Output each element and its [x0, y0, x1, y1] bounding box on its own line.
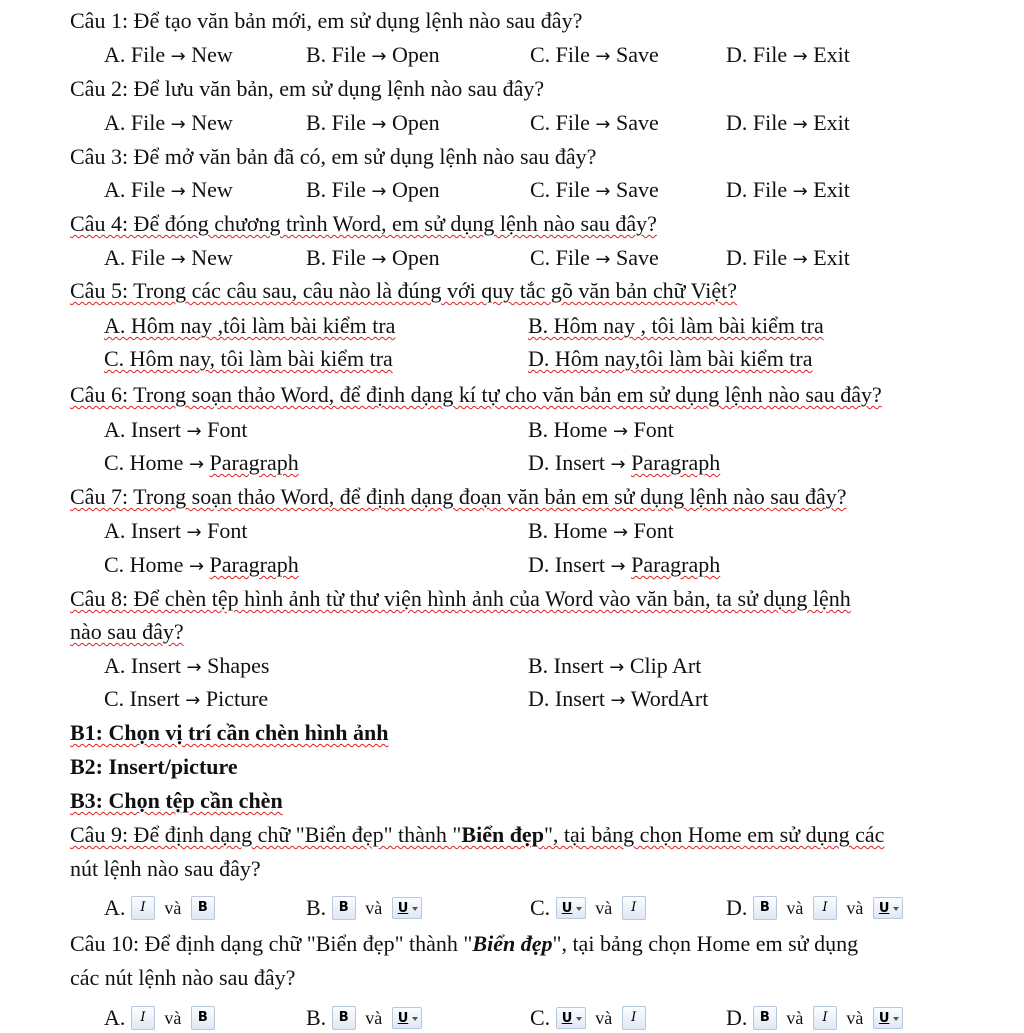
q5-option-b: B. Hôm nay , tôi làm bài kiểm tra: [528, 313, 824, 338]
q5-option-d: D. Hôm nay,tôi làm bài kiểm tra: [528, 346, 813, 371]
bold-button-icon: B: [191, 896, 215, 920]
q10-option-a: A. I và B: [104, 1003, 215, 1031]
q3-option-c: C. File → Save: [530, 177, 659, 202]
q1-option-d: D. File → Exit: [726, 42, 850, 67]
step-2: B2: Insert/picture: [70, 754, 238, 779]
bold-button-icon: B: [332, 1006, 356, 1030]
underline-button-icon: U: [873, 897, 903, 919]
q8-option-c: C. Insert → Picture: [104, 686, 269, 711]
bold-button-icon: B: [191, 1006, 215, 1030]
q5-option-c: C. Hôm nay, tôi làm bài kiểm tra: [104, 346, 393, 371]
italic-button-icon: I: [813, 1006, 837, 1030]
q7-option-b: B. Home → Font: [528, 518, 674, 543]
q6-option-b: B. Home → Font: [528, 417, 674, 442]
question-10-line-2: các nút lệnh nào sau đây?: [70, 965, 296, 990]
q6-option-a: A. Insert → Font: [104, 417, 248, 442]
italic-button-icon: I: [622, 896, 646, 920]
step-3: B3: Chọn tệp cần chèn: [70, 788, 283, 813]
question-4: Câu 4: Để đóng chương trình Word, em sử dụng lệnh nào sau đây?: [70, 211, 657, 236]
q10-option-b: B. B và U: [306, 1003, 422, 1031]
underline-button-icon: U: [392, 897, 422, 919]
q9-option-d: D. B và I và U: [726, 893, 903, 921]
q2-option-a: A. File → New: [104, 110, 233, 135]
q6-option-d: D. Insert → Paragraph: [528, 450, 721, 475]
q8-option-a: A. Insert → Shapes: [104, 653, 270, 678]
q4-option-a: A. File → New: [104, 245, 233, 270]
question-8-line-1: Câu 8: Để chèn tệp hình ảnh từ thư viện hình ảnh của Word vào văn bản, ta sử dụng lệnh: [70, 586, 851, 611]
step-1: B1: Chọn vị trí cần chèn hình ảnh: [70, 720, 389, 745]
q8-option-b: B. Insert → Clip Art: [528, 653, 702, 678]
q8-option-d: D. Insert → WordArt: [528, 686, 709, 711]
q2-option-b: B. File → Open: [306, 110, 440, 135]
q10-option-c: C. U và I: [530, 1003, 646, 1031]
q1-option-b: B. File → Open: [306, 42, 440, 67]
q3-option-d: D. File → Exit: [726, 177, 850, 202]
question-10-line-1: Câu 10: Để định dạng chữ "Biển đẹp" thành "Biển đẹp", tại bảng chọn Home em sử dụng: [70, 931, 859, 956]
q4-option-d: D. File → Exit: [726, 245, 850, 270]
q1-option-a: A. File → New: [104, 42, 233, 67]
underline-button-icon: U: [873, 1007, 903, 1029]
question-2: Câu 2: Để lưu văn bản, em sử dụng lệnh nào sau đây?: [70, 76, 545, 101]
q9-option-a: A. I và B: [104, 893, 215, 921]
underline-button-icon: U: [556, 897, 586, 919]
q4-option-b: B. File → Open: [306, 245, 440, 270]
q6-option-c: C. Home → Paragraph: [104, 450, 299, 475]
question-7: Câu 7: Trong soạn thảo Word, để định dạng đoạn văn bản em sử dụng lệnh nào sau đây?: [70, 484, 847, 509]
question-6: Câu 6: Trong soạn thảo Word, để định dạng kí tự cho văn bản em sử dụng lệnh nào sau đây?: [70, 382, 882, 407]
question-8-line-2: nào sau đây?: [70, 619, 184, 644]
q1-option-c: C. File → Save: [530, 42, 659, 67]
q5-option-a: A. Hôm nay ,tôi làm bài kiểm tra: [104, 313, 396, 338]
underline-button-icon: U: [556, 1007, 586, 1029]
italic-button-icon: I: [131, 1006, 155, 1030]
italic-button-icon: I: [131, 896, 155, 920]
q7-option-d: D. Insert → Paragraph: [528, 552, 721, 577]
question-9-line-1: Câu 9: Để định dạng chữ "Biển đẹp" thành "Biển đẹp", tại bảng chọn Home em sử dụng các: [70, 822, 885, 847]
bold-button-icon: B: [753, 1006, 777, 1030]
q10-option-d: D. B và I và U: [726, 1003, 903, 1031]
question-1: Câu 1: Để tạo văn bản mới, em sử dụng lệnh nào sau đây?: [70, 8, 583, 33]
q4-option-c: C. File → Save: [530, 245, 659, 270]
q9-option-c: C. U và I: [530, 893, 646, 921]
italic-button-icon: I: [813, 896, 837, 920]
italic-button-icon: I: [622, 1006, 646, 1030]
question-9-line-2: nút lệnh nào sau đây?: [70, 856, 261, 881]
question-3: Câu 3: Để mở văn bản đã có, em sử dụng lệnh nào sau đây?: [70, 144, 597, 169]
q7-option-a: A. Insert → Font: [104, 518, 248, 543]
q9-option-b: B. B và U: [306, 893, 422, 921]
bold-button-icon: B: [332, 896, 356, 920]
underline-button-icon: U: [392, 1007, 422, 1029]
bold-button-icon: B: [753, 896, 777, 920]
q2-option-d: D. File → Exit: [726, 110, 850, 135]
q3-option-b: B. File → Open: [306, 177, 440, 202]
question-5: Câu 5: Trong các câu sau, câu nào là đúng với quy tắc gõ văn bản chữ Việt?: [70, 278, 737, 303]
q3-option-a: A. File → New: [104, 177, 233, 202]
q2-option-c: C. File → Save: [530, 110, 659, 135]
q7-option-c: C. Home → Paragraph: [104, 552, 299, 577]
